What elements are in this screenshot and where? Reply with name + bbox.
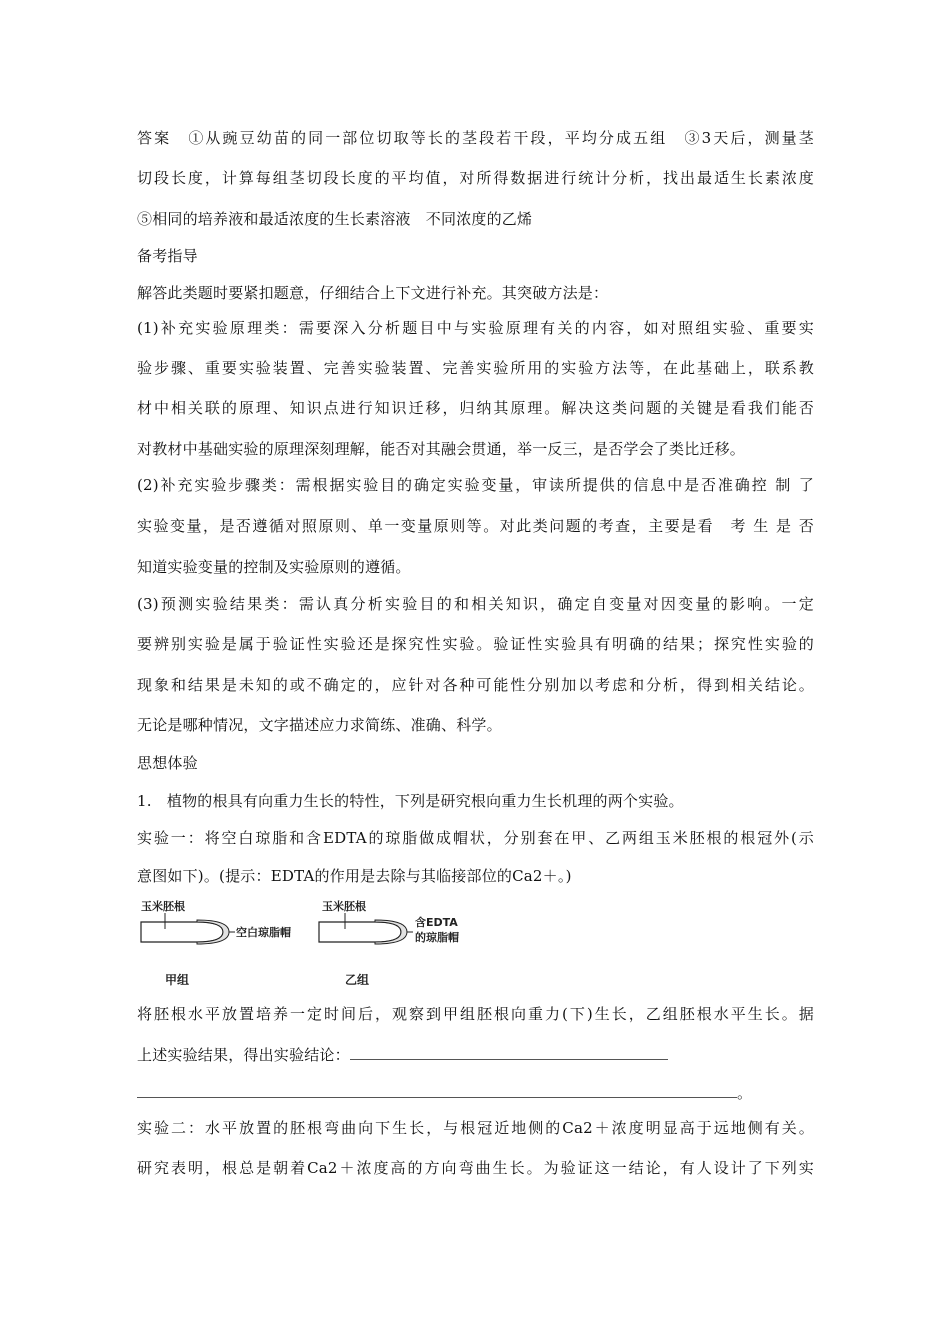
guide-p2-line-3: 知道实验变量的控制及实验原则的遵循。 xyxy=(137,558,411,576)
answer-blank-2[interactable] xyxy=(137,1083,737,1098)
answer-line-3: ⑤相同的培养液和最适浓度的生长素溶液 不同浓度的乙烯 xyxy=(137,210,533,228)
group-a-cap-label: 空白琼脂帽 xyxy=(236,926,291,939)
group-b-root-label: 玉米胚根 xyxy=(322,900,366,913)
guide-p1-line-2: 验步骤、重要实验装置、完善实验装置、完善实验所用的实验方法等，在此基础上，联系教 xyxy=(137,359,814,377)
guide-p2-line-1: (2)补充实验步骤类：需根据实验目的确定实验变量，审读所提供的信息中是否准确控 制 了 xyxy=(137,476,814,494)
end-mark: 。 xyxy=(737,1084,753,1102)
guide-p3-line-3: 现象和结果是未知的或不确定的，应针对各种可能性分别加以考虑和分析，得到相关结论。 xyxy=(137,676,814,694)
guide-p1-line-1: (1)补充实验原理类：需要深入分析题目中与实验原理有关的内容，如对照组实验、重要实 xyxy=(137,319,814,337)
root-cap-diagram xyxy=(137,896,477,988)
answer-line-1: 答案 ①从豌豆幼苗的同一部位切取等长的茎段若干段，平均分成五组 ③3天后，测量茎 xyxy=(137,129,814,147)
guide-p3-line-4: 无论是哪种情况，文字描述应力求简练、准确、科学。 xyxy=(137,716,502,734)
answer-blank-1[interactable] xyxy=(350,1045,668,1060)
guide-p3-line-1: (3)预测实验结果类：需认真分析实验目的和相关知识，确定自变量对因变量的影响。一定 xyxy=(137,595,814,613)
experiment-1-line-1: 实验一：将空白琼脂和含EDTA的琼脂做成帽状，分别套在甲、乙两组玉米胚根的根冠外(示 xyxy=(137,829,814,847)
group-b-label: 乙组 xyxy=(345,973,370,987)
group-b-cap-label-1: 含EDTA xyxy=(415,916,458,929)
answer-blank-line xyxy=(137,1083,752,1103)
group-a-diagram xyxy=(141,899,291,987)
group-a-root-label: 玉米胚根 xyxy=(141,900,185,913)
guide-intro: 解答此类题时要紧扣题意，仔细结合上下文进行补充。其突破方法是： xyxy=(137,284,609,302)
guide-heading: 备考指导 xyxy=(137,247,198,265)
group-b-root-shape xyxy=(319,922,401,942)
guide-p2-line-2: 实验变量，是否遵循对照原则、单一变量原则等。对此类问题的考查，主要是看 考 生 是 否 xyxy=(137,517,814,535)
guide-p3-line-2: 要辨别实验是属于验证性实验还是探究性实验。验证性实验具有明确的结果；探究性实验的 xyxy=(137,635,814,653)
group-a-label: 甲组 xyxy=(165,973,190,987)
experiment-2-line-1: 实验二：水平放置的胚根弯曲向下生长，与根冠近地侧的Ca2＋浓度明显高于远地侧有关。 xyxy=(137,1119,814,1137)
group-b-cap-label-2: 的琼脂帽 xyxy=(415,931,459,944)
group-b-cap-shape xyxy=(375,920,407,944)
question-1: 1. 植物的根具有向重力生长的特性，下列是研究根向重力生长机理的两个实验。 xyxy=(137,792,684,810)
experiment-1-line-2: 意图如下)。(提示：EDTA的作用是去除与其临接部位的Ca2＋。) xyxy=(137,867,572,885)
answer-line-2: 切段长度，计算每组茎切段长度的平均值，对所得数据进行统计分析，找出最适生长素浓度 xyxy=(137,169,814,187)
result-line-1: 将胚根水平放置培养一定时间后，观察到甲组胚根向重力(下)生长，乙组胚根水平生长。据 xyxy=(137,1005,814,1023)
group-a-cap-shape xyxy=(197,920,229,944)
guide-p1-line-3: 材中相关联的原理、知识点进行知识迁移，归纳其原理。解决这类问题的关键是看我们能否 xyxy=(137,399,814,417)
result-prompt: 上述实验结果，得出实验结论： xyxy=(137,1046,350,1064)
guide-p1-line-4: 对教材中基础实验的原理深刻理解，能否对其融会贯通，举一反三，是否学会了类比迁移。 xyxy=(137,440,746,458)
group-a-root-shape xyxy=(141,922,223,942)
practice-heading: 思想体验 xyxy=(137,754,198,772)
group-b-diagram xyxy=(319,899,459,987)
result-line-2 xyxy=(137,1045,668,1065)
experiment-2-line-2: 研究表明，根总是朝着Ca2＋浓度高的方向弯曲生长。为验证这一结论，有人设计了下列实 xyxy=(137,1159,814,1177)
